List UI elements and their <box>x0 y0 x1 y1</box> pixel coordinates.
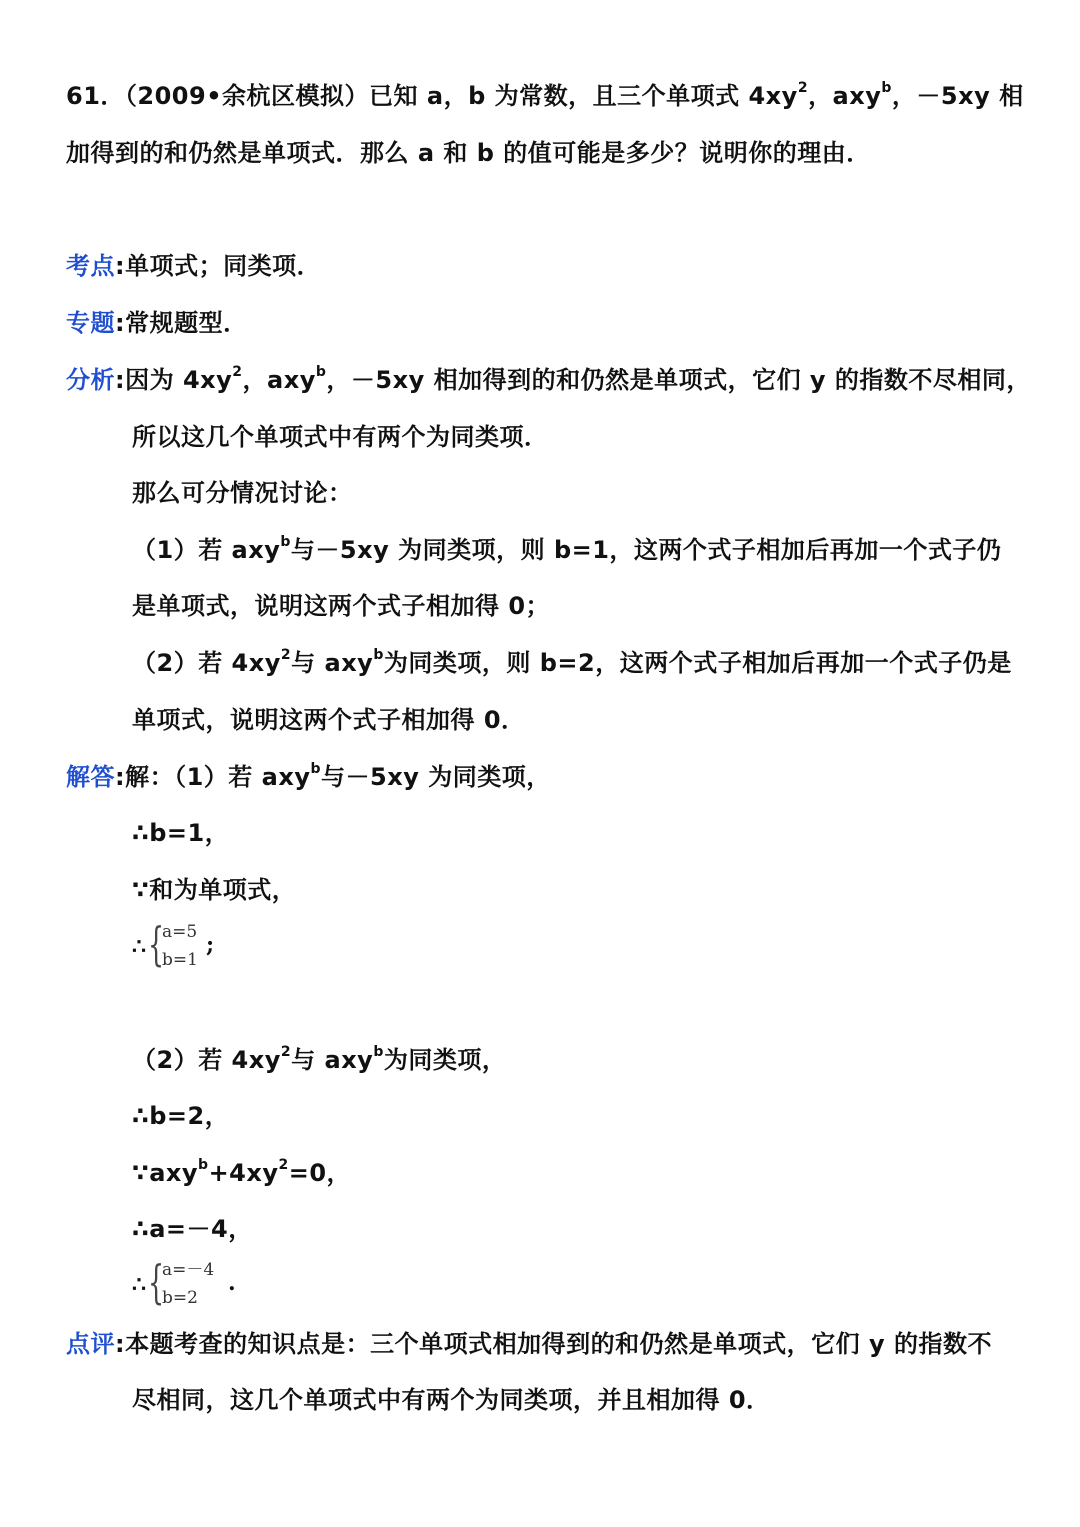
jieda-row-5: （2）若 $4xy^2$与 axy$^b$为同类项， <box>132 1044 507 1074</box>
fenxi-row-6: （2）若 $4xy^2$与 axy$^b$为同类项，则 b=2，这两个式子相加后再加一个式子仍是 <box>132 647 1012 677</box>
jieda-row-1: 解答:解：（1）若 axy$^b$与－5xy 为同类项， <box>66 761 551 791</box>
equation-system-2 <box>132 1256 252 1316</box>
system-row-a: a=5 <box>162 922 198 942</box>
fenxi-row-4: （1）若 axy$^b$与－5xy 为同类项，则 b=1，这两个式子相加后再加一个式子仍 <box>132 534 1002 564</box>
dianping-label: 点评 <box>66 1330 115 1358</box>
dianping-row-2: 尽相同，这几个单项式中有两个为同类项，并且相加得 0． <box>132 1386 771 1414</box>
kaodian-label: 考点 <box>66 252 115 280</box>
fenxi-row-3: 那么可分情况讨论： <box>132 479 353 507</box>
question-line-2: 加得到的和仍然是单项式．那么 a 和 b 的值可能是多少？说明你的理由． <box>66 139 871 167</box>
system-row-a: a=－4 <box>162 1260 215 1280</box>
system-row-b: b=1 <box>162 950 198 970</box>
fenxi-row-1: 分析:因为 $4xy^2$，axy$^b$，－5xy 相加得到的和仍然是单项式，它们 y 的指数不尽相同， <box>66 364 1031 394</box>
brace-icon: { <box>148 1255 165 1309</box>
kaodian-row: 考点:单项式；同类项． <box>66 252 322 280</box>
equation-system-1 <box>132 918 242 978</box>
question-line-1: 61．（2009•余杭区模拟）已知 a，b 为常数，且三个单项式 $4xy^2$，axy$^b$，－5xy 相 <box>66 80 1024 110</box>
fenxi-label: 分析 <box>66 366 115 394</box>
therefore-symbol: ∴ <box>132 934 146 960</box>
system-tail: ; <box>206 932 215 958</box>
fenxi-row-2: 所以这几个单项式中有两个为同类项． <box>132 423 549 451</box>
fenxi-row-5: 是单项式，说明这两个式子相加得 0； <box>132 592 551 620</box>
jieda-row-3: ∵和为单项式， <box>132 876 297 904</box>
brace-icon: { <box>148 917 165 971</box>
jieda-row-2: ∴b=1， <box>132 819 230 847</box>
fenxi-row-7: 单项式，说明这两个式子相加得 0． <box>132 706 526 734</box>
system-row-b: b=2 <box>162 1288 198 1308</box>
therefore-symbol: ∴ <box>132 1272 146 1298</box>
zhuanti-row: 专题:常规题型． <box>66 309 248 337</box>
jieda-row-6: ∴b=2， <box>132 1102 230 1130</box>
dianping-row-1: 点评:本题考查的知识点是：三个单项式相加得到的和仍然是单项式，它们 y 的指数不 <box>66 1330 992 1358</box>
jieda-row-8: ∴a=－4， <box>132 1215 253 1243</box>
jieda-row-7: $\because axy^b+4xy^2=0$， <box>132 1157 352 1187</box>
jieda-label: 解答 <box>66 763 115 791</box>
system-tail: . <box>228 1270 236 1296</box>
zhuanti-label: 专题 <box>66 309 115 337</box>
